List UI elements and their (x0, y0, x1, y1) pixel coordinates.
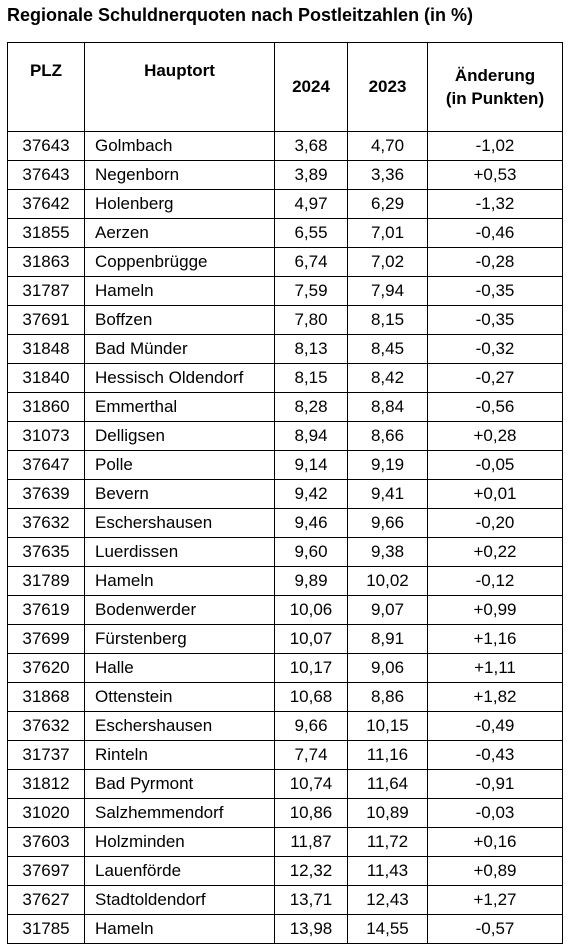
cell-2024: 10,74 (275, 770, 348, 799)
cell-aenderung: +0,28 (428, 422, 563, 451)
table-row (8, 132, 563, 161)
cell-plz: 31073 (8, 422, 85, 451)
cell-aenderung: +0,99 (428, 596, 563, 625)
cell-2023: 8,84 (348, 393, 428, 422)
cell-aenderung: -1,32 (428, 190, 563, 219)
cell-hauptort: Bodenwerder (85, 596, 275, 625)
table-row (8, 857, 563, 886)
table-row (8, 538, 563, 567)
cell-2023: 10,15 (348, 712, 428, 741)
cell-2023: 8,86 (348, 683, 428, 712)
cell-hauptort: Hessisch Oldendorf (85, 364, 275, 393)
cell-2024: 8,28 (275, 393, 348, 422)
cell-hauptort: Halle (85, 654, 275, 683)
table-row (8, 799, 563, 828)
table-row (8, 451, 563, 480)
table-row (8, 683, 563, 712)
cell-hauptort: Eschershausen (85, 509, 275, 538)
cell-hauptort: Eschershausen (85, 712, 275, 741)
cell-2024: 10,07 (275, 625, 348, 654)
cell-aenderung: -0,35 (428, 277, 563, 306)
cell-aenderung: -1,02 (428, 132, 563, 161)
cell-2024: 10,86 (275, 799, 348, 828)
cell-plz: 31737 (8, 741, 85, 770)
cell-hauptort: Holenberg (85, 190, 275, 219)
cell-2023: 14,55 (348, 915, 428, 944)
column-header-plz: PLZ (8, 43, 85, 132)
cell-aenderung: +1,27 (428, 886, 563, 915)
table-row (8, 741, 563, 770)
cell-2024: 8,15 (275, 364, 348, 393)
cell-hauptort: Hameln (85, 567, 275, 596)
cell-2023: 10,89 (348, 799, 428, 828)
cell-2023: 7,94 (348, 277, 428, 306)
cell-plz: 31848 (8, 335, 85, 364)
cell-2023: 8,15 (348, 306, 428, 335)
cell-2023: 7,02 (348, 248, 428, 277)
table-body (8, 132, 563, 944)
cell-plz: 37643 (8, 161, 85, 190)
cell-plz: 37639 (8, 480, 85, 509)
cell-2024: 9,42 (275, 480, 348, 509)
cell-plz: 31787 (8, 277, 85, 306)
cell-2024: 3,89 (275, 161, 348, 190)
cell-plz: 37619 (8, 596, 85, 625)
cell-plz: 37627 (8, 886, 85, 915)
table-row (8, 248, 563, 277)
cell-plz: 31789 (8, 567, 85, 596)
table-row (8, 219, 563, 248)
cell-hauptort: Ottenstein (85, 683, 275, 712)
cell-plz: 31868 (8, 683, 85, 712)
table-row (8, 422, 563, 451)
cell-plz: 37642 (8, 190, 85, 219)
cell-plz: 37632 (8, 712, 85, 741)
cell-aenderung: +1,16 (428, 625, 563, 654)
cell-2024: 8,94 (275, 422, 348, 451)
cell-2023: 7,01 (348, 219, 428, 248)
cell-2023: 8,91 (348, 625, 428, 654)
cell-2024: 7,80 (275, 306, 348, 335)
cell-hauptort: Negenborn (85, 161, 275, 190)
cell-2023: 11,64 (348, 770, 428, 799)
table-row (8, 770, 563, 799)
cell-2024: 9,66 (275, 712, 348, 741)
cell-2024: 9,14 (275, 451, 348, 480)
cell-2024: 10,17 (275, 654, 348, 683)
cell-aenderung: -0,28 (428, 248, 563, 277)
cell-plz: 37647 (8, 451, 85, 480)
cell-plz: 31860 (8, 393, 85, 422)
column-header-aenderung-line2: (in Punkten) (445, 89, 545, 108)
cell-aenderung: +0,22 (428, 538, 563, 567)
cell-aenderung: -0,57 (428, 915, 563, 944)
cell-plz: 37691 (8, 306, 85, 335)
cell-plz: 31863 (8, 248, 85, 277)
cell-plz: 31785 (8, 915, 85, 944)
cell-hauptort: Boffzen (85, 306, 275, 335)
table-row (8, 306, 563, 335)
cell-2024: 3,68 (275, 132, 348, 161)
cell-2024: 9,89 (275, 567, 348, 596)
cell-aenderung: -0,56 (428, 393, 563, 422)
cell-2024: 13,98 (275, 915, 348, 944)
cell-aenderung: +1,11 (428, 654, 563, 683)
cell-2023: 11,43 (348, 857, 428, 886)
cell-aenderung: +0,53 (428, 161, 563, 190)
cell-2023: 8,45 (348, 335, 428, 364)
cell-hauptort: Bevern (85, 480, 275, 509)
cell-2024: 12,32 (275, 857, 348, 886)
table-row (8, 277, 563, 306)
cell-2023: 11,16 (348, 741, 428, 770)
cell-2023: 6,29 (348, 190, 428, 219)
cell-plz: 31020 (8, 799, 85, 828)
cell-2024: 4,97 (275, 190, 348, 219)
table-row (8, 509, 563, 538)
cell-plz: 31855 (8, 219, 85, 248)
cell-aenderung: -0,12 (428, 567, 563, 596)
column-header-aenderung-line1: Änderung (454, 66, 536, 85)
cell-2024: 7,59 (275, 277, 348, 306)
cell-2024: 9,46 (275, 509, 348, 538)
cell-2024: 8,13 (275, 335, 348, 364)
cell-hauptort: Holzminden (85, 828, 275, 857)
table-row (8, 567, 563, 596)
cell-aenderung: +0,16 (428, 828, 563, 857)
cell-2024: 6,55 (275, 219, 348, 248)
cell-plz: 37699 (8, 625, 85, 654)
cell-2023: 9,07 (348, 596, 428, 625)
cell-hauptort: Hameln (85, 915, 275, 944)
cell-plz: 37635 (8, 538, 85, 567)
table-row (8, 828, 563, 857)
cell-plz: 37643 (8, 132, 85, 161)
cell-2024: 10,06 (275, 596, 348, 625)
cell-hauptort: Bad Münder (85, 335, 275, 364)
cell-2023: 8,42 (348, 364, 428, 393)
cell-hauptort: Luerdissen (85, 538, 275, 567)
cell-2023: 9,06 (348, 654, 428, 683)
table-row (8, 596, 563, 625)
cell-hauptort: Hameln (85, 277, 275, 306)
table-header (8, 43, 563, 132)
cell-2023: 8,66 (348, 422, 428, 451)
cell-plz: 37603 (8, 828, 85, 857)
cell-hauptort: Rinteln (85, 741, 275, 770)
cell-hauptort: Delligsen (85, 422, 275, 451)
data-table (7, 42, 563, 944)
cell-plz: 31840 (8, 364, 85, 393)
table-row (8, 625, 563, 654)
header-row (8, 43, 563, 132)
table-row (8, 161, 563, 190)
cell-hauptort: Aerzen (85, 219, 275, 248)
cell-2023: 11,72 (348, 828, 428, 857)
cell-2023: 12,43 (348, 886, 428, 915)
cell-2024: 7,74 (275, 741, 348, 770)
cell-aenderung: +0,89 (428, 857, 563, 886)
cell-hauptort: Polle (85, 451, 275, 480)
table-row (8, 886, 563, 915)
cell-aenderung: -0,32 (428, 335, 563, 364)
cell-plz: 37632 (8, 509, 85, 538)
cell-hauptort: Golmbach (85, 132, 275, 161)
table-row (8, 654, 563, 683)
page-title: Regionale Schuldnerquoten nach Postleitzahlen (in %) (7, 5, 474, 25)
cell-2024: 6,74 (275, 248, 348, 277)
cell-hauptort: Stadtoldendorf (85, 886, 275, 915)
table-row (8, 915, 563, 944)
cell-aenderung: +1,82 (428, 683, 563, 712)
cell-aenderung: -0,91 (428, 770, 563, 799)
cell-plz: 37620 (8, 654, 85, 683)
cell-2023: 10,02 (348, 567, 428, 596)
cell-plz: 37697 (8, 857, 85, 886)
column-header-aenderung (428, 43, 563, 132)
column-header-hauptort: Hauptort (85, 43, 275, 132)
cell-aenderung: -0,03 (428, 799, 563, 828)
cell-2023: 4,70 (348, 132, 428, 161)
cell-aenderung: -0,05 (428, 451, 563, 480)
cell-2024: 10,68 (275, 683, 348, 712)
cell-plz: 31812 (8, 770, 85, 799)
table-row (8, 364, 563, 393)
cell-aenderung: -0,20 (428, 509, 563, 538)
cell-hauptort: Fürstenberg (85, 625, 275, 654)
cell-aenderung: -0,43 (428, 741, 563, 770)
cell-aenderung: -0,35 (428, 306, 563, 335)
table-row (8, 335, 563, 364)
cell-hauptort: Coppenbrügge (85, 248, 275, 277)
cell-2023: 9,19 (348, 451, 428, 480)
cell-2023: 9,38 (348, 538, 428, 567)
column-header-2023: 2023 (348, 43, 428, 132)
cell-2023: 3,36 (348, 161, 428, 190)
table-row (8, 393, 563, 422)
cell-hauptort: Lauenförde (85, 857, 275, 886)
cell-aenderung: -0,27 (428, 364, 563, 393)
cell-2024: 11,87 (275, 828, 348, 857)
table-row (8, 480, 563, 509)
cell-2024: 13,71 (275, 886, 348, 915)
column-header-2024: 2024 (275, 43, 348, 132)
cell-aenderung: -0,49 (428, 712, 563, 741)
cell-aenderung: -0,46 (428, 219, 563, 248)
cell-2024: 9,60 (275, 538, 348, 567)
cell-2023: 9,41 (348, 480, 428, 509)
cell-2023: 9,66 (348, 509, 428, 538)
table-row (8, 190, 563, 219)
cell-aenderung: +0,01 (428, 480, 563, 509)
table-row (8, 712, 563, 741)
cell-hauptort: Emmerthal (85, 393, 275, 422)
cell-hauptort: Bad Pyrmont (85, 770, 275, 799)
cell-hauptort: Salzhemmendorf (85, 799, 275, 828)
